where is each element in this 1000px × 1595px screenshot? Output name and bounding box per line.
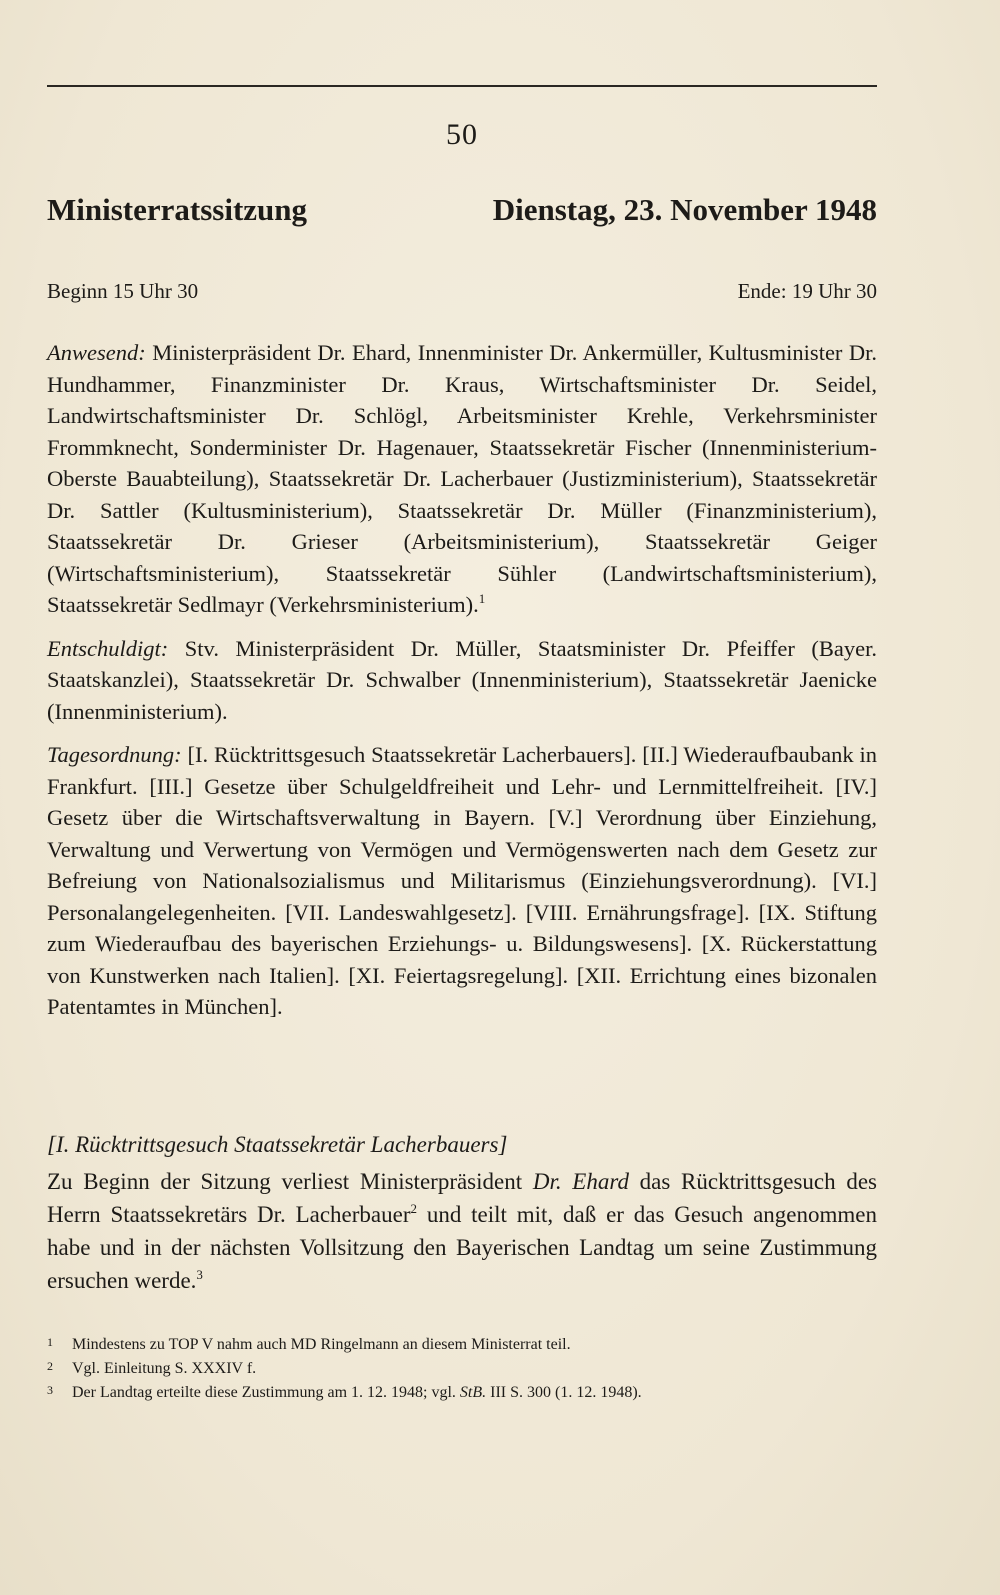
end-time: Ende: 19 Uhr 30 <box>737 279 877 303</box>
footnote-2: 2 Vgl. Einleitung S. XXXIV f. <box>47 1359 257 1377</box>
agenda-label: Tagesordnung: <box>47 742 182 767</box>
speaker-name: Dr. Ehard <box>532 1169 629 1194</box>
attendance-block <box>47 337 877 1035</box>
footnote-ref-2: 2 <box>410 1201 417 1216</box>
session-title: Ministerratssitzung <box>47 192 308 227</box>
session-date: Dienstag, 23. November 1948 <box>492 192 877 227</box>
attendees-paragraph <box>47 337 877 621</box>
start-time: Beginn 15 Uhr 30 <box>47 279 199 303</box>
top-rule <box>47 85 877 87</box>
page-number: 50 <box>446 118 478 151</box>
session-times <box>47 279 877 304</box>
attendees-text: Ministerpräsident Dr. Ehard, Innenminister Dr. Ankermüller, Kultusminister Dr. Hundhammer, Finanzminister Dr. Kraus, Wirtschaftsminister Dr. Seidel, Landwirtschaftsminister Dr. Schlögl, Arbeitsminister Krehle, Verkehrsminister Frommknecht, Sonderminister Dr. Hagenauer, Staatssekretär Fischer (Innenministerium-Oberste Bauabteilung), Staatssekretär Dr. Lacherbauer (Justizministerium), Staatssekretär Dr. Sattler (Kultusministerium), Staatssekretär Dr. Müller (Finanzministerium), Staatssekretär Dr. Grieser (Arbeitsministerium), Staatssekretär Geiger (Wirtschaftsministerium), Staatssekretär Sühler (Landwirtschaftsministerium), Staatssekretär Sedlmayr (Verkehrsministerium). <box>47 340 878 617</box>
agenda-paragraph <box>47 739 877 1023</box>
excused-paragraph <box>47 633 877 728</box>
agenda-text: [I. Rücktrittsgesuch Staatssekretär Lacherbauers]. [II.] Wiederaufbaubank in Frankfurt. [III.] Gesetze über Schulgeldfreiheit und Lehr- und Lernmittelfreiheit. [IV.] Gesetz über die Wirtschaftsverwaltung in Bayern. [V.] Verordnung über Einziehung, Verwaltung und Verwertung von Vermögen und Vermögenswerten nach dem Gesetz zur Befreiung von Nationalsozialismus und Militarismus (Einziehungsverordnung). [VI.] Personalangelegenheiten. [VII. Landeswahlgesetz]. [VIII. Ernährungsfrage]. [IX. Stiftung zum Wiederaufbau des bayerischen Erziehungs- u. Bildungswesens]. [X. Rückerstattung von Kunstwerken nach Italien]. [XI. Feiertagsregelung]. [XII. Errichtung eines bizonalen Patentamtes in München]. <box>47 742 877 1019</box>
excused-text: Stv. Ministerpräsident Dr. Müller, Staatsminister Dr. Pfeiffer (Bayer. Staatskanzlei), Staatssekretär Dr. Schwalber (Innenministerium), Staatssekretär Jaenicke (Innenministerium). <box>47 635 878 724</box>
footnote-ref-3: 3 <box>196 1267 203 1282</box>
section-1 <box>47 1128 877 1297</box>
excused-label: Entschuldigt: <box>47 635 169 661</box>
section-1-text: Zu Beginn der Sitzung verliest Ministerpräsident Dr. Ehard das Rücktrittsgesuch des Herrn Staatssekretärs Dr. Lacherbauer$^2$ und teilt mit, daß er das Gesuch angenommen habe und in der nächsten Vollsitzung den Bayerischen Landtag um seine Zustimmung ersuchen werde.$^3$ <box>47 1169 877 1293</box>
footnote-ref-1: 1 <box>478 591 486 606</box>
footnote-3: 3 Der Landtag erteilte diese Zustimmung am 1. 12. 1948; vgl. StB. III S. 300 (1. 12. 1948). <box>47 1383 642 1401</box>
footnotes <box>47 1333 877 1405</box>
session-header <box>47 192 877 228</box>
footnote-1: 1 Mindestens zu TOP V nahm auch MD Ringelmann an diesem Ministerrat teil. <box>47 1335 571 1353</box>
section-1-heading: [I. Rücktrittsgesuch Staatssekretär Lacherbauers] <box>47 1132 508 1157</box>
attendees-label: Anwesend: <box>47 340 146 365</box>
